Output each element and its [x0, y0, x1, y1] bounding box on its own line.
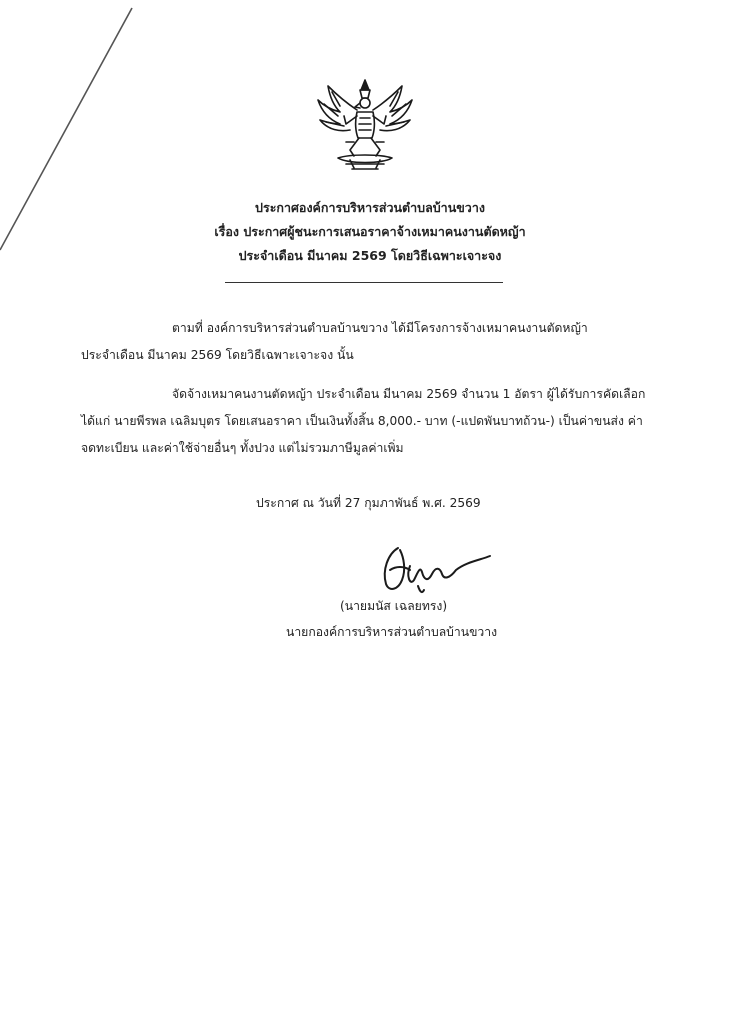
- paragraph2-line2: ได้แก่ นายพีรพล เฉลิมบุตร โดยเสนอราคา เป็นเงินทั้งสิ้น 8,000.- บาท (-แปดพันบาทถ้วน-) เป็นค่าขนส่ง ค่า: [81, 414, 643, 428]
- signer-title: นายกองค์การบริหารส่วนตำบลบ้านขวาง: [286, 625, 498, 639]
- garuda-emblem-icon: [310, 76, 420, 174]
- heading-divider: [225, 282, 503, 283]
- paragraph1-line2: ประจำเดือน มีนาคม 2569 โดยวิธีเฉพาะเจาะจง นั้น: [81, 348, 354, 362]
- announcement-date: ประกาศ ณ วันที่ 27 กุมภาพันธ์ พ.ศ. 2569: [256, 496, 481, 510]
- announcement-subject-heading: เรื่อง ประกาศผู้ชนะการเสนอราคาจ้างเหมาคนงานตัดหญ้า: [214, 224, 526, 239]
- announcement-period-heading: ประจำเดือน มีนาคม 2569 โดยวิธีเฉพาะเจาะจง: [238, 248, 502, 263]
- paragraph1-line1: ตามที่ องค์การบริหารส่วนตำบลบ้านขวาง ได้มีโครงการจ้างเหมาคนงานตัดหญ้า: [172, 321, 588, 335]
- announcement-issuer-heading: ประกาศองค์การบริหารส่วนตำบลบ้านขวาง: [255, 200, 485, 215]
- paragraph2-line1: จัดจ้างเหมาคนงานตัดหญ้า ประจำเดือน มีนาคม 2569 จำนวน 1 อัตรา ผู้ได้รับการคัดเลือก: [172, 387, 646, 401]
- handwritten-signature-icon: [376, 540, 494, 596]
- signer-name: (นายมนัส เฉลยทรง): [340, 599, 448, 613]
- paragraph2-line3: จดทะเบียน และค่าใช้จ่ายอื่นๆ ทั้งปวง แต่ไม่รวมภาษีมูลค่าเพิ่ม: [81, 441, 404, 455]
